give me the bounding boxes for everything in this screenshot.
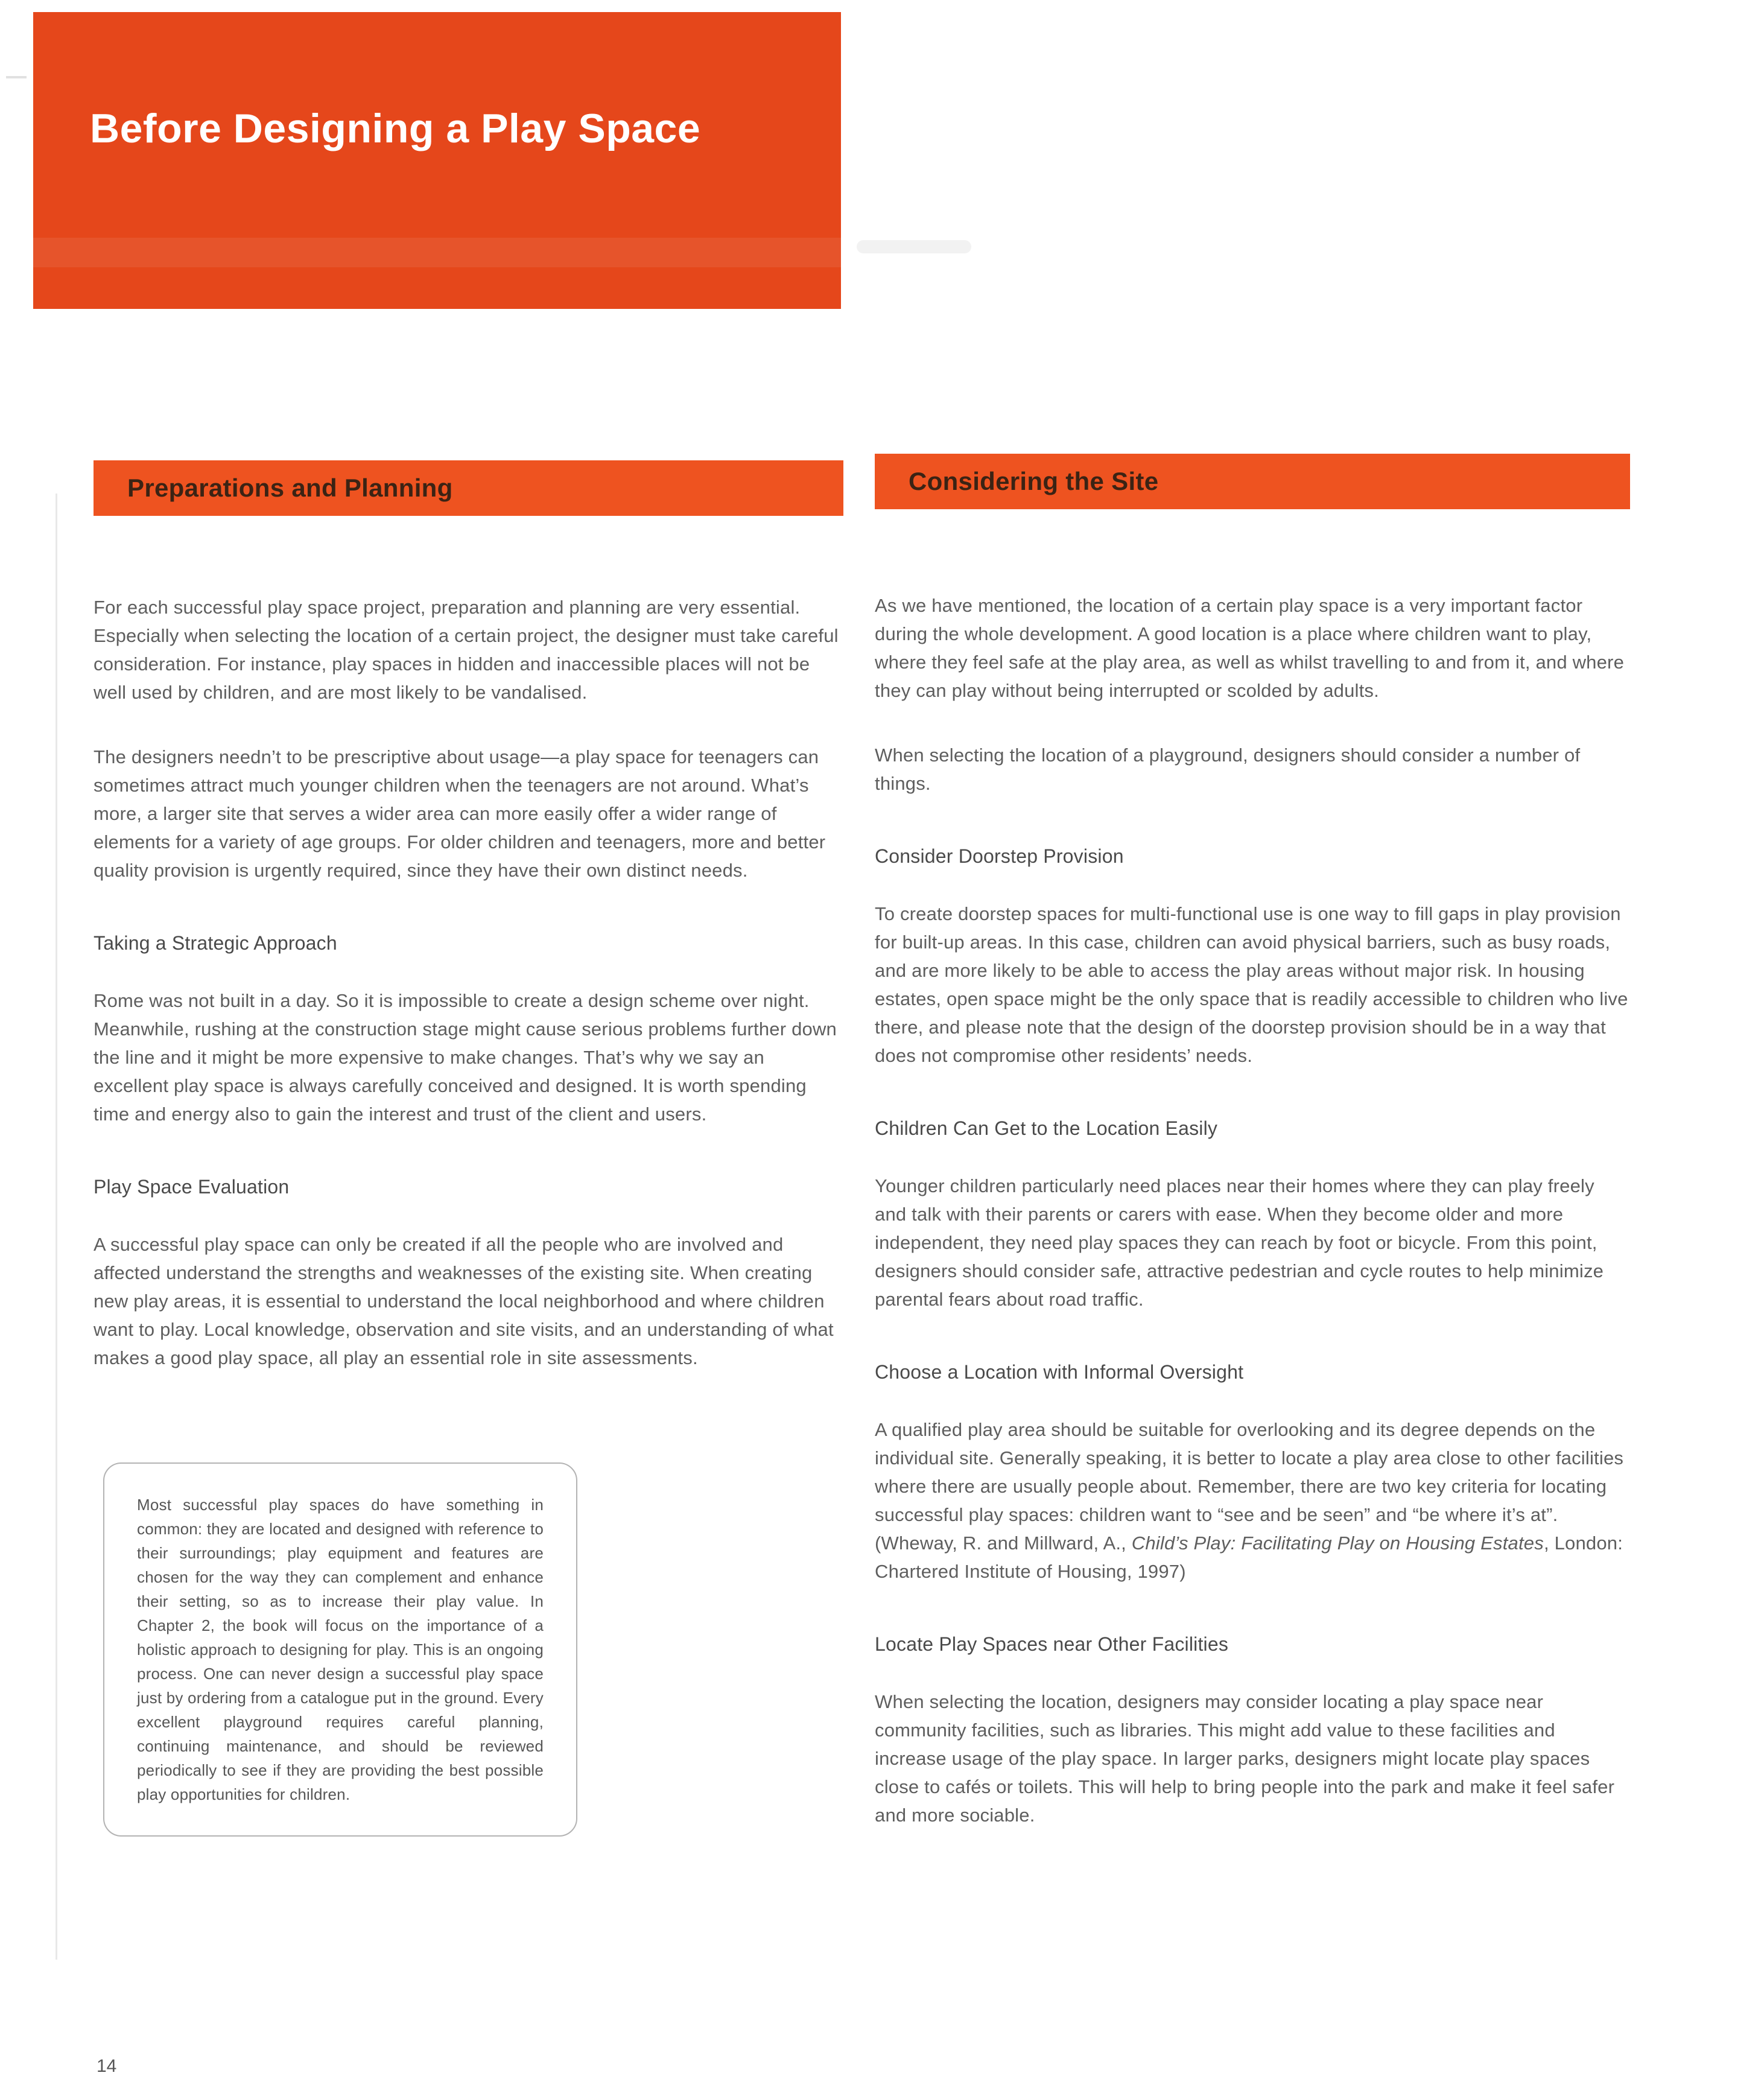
left-section-title: Preparations and Planning <box>127 474 453 502</box>
title-banner <box>33 12 841 309</box>
page-number: 14 <box>97 2056 117 2076</box>
scan-artifact-page-edge <box>56 494 57 1960</box>
right-section-bar <box>875 454 1630 509</box>
right-paragraph-2: When selecting the location of a playground, designers should consider a number of things. <box>875 745 1581 794</box>
left-paragraph-1: For each successful play space project, preparation and planning are very essential. Especially when selecting the location of a certain project, the designer must take careful consideration. For instance, play spaces in hidden and inaccessible places will not be well used by children, and are most likely to be vandalised. <box>94 597 839 703</box>
play-space-evaluation-paragraph: A successful play space can only be created if all the people who are involved and affected understand the strengths and weaknesses of the existing site. When creating new play areas, it is essential to understand the local neighborhood and where children want to play. Local knowledge, observation and site visits, and an understanding of what makes a good play space, all play an essential role in site assessments. <box>94 1234 834 1368</box>
left-section-bar <box>94 460 843 516</box>
subheading-children-get-to-location: Children Can Get to the Location Easily <box>875 1117 1218 1139</box>
strategic-approach-paragraph: Rome was not built in a day. So it is impossible to create a design scheme over night. Meanwhile, rushing at the construction stage might cause serious problems further down the line and it might be more expensive to make changes. That’s why we say an excellent play space is always carefully conceived and designed. It is worth spending time and energy also to gain the interest and trust of the client and users. <box>94 990 837 1125</box>
right-column <box>875 454 1630 1866</box>
right-paragraph-1: As we have mentioned, the location of a certain play space is a very important factor during the whole development. A good location is a place where children want to play, where they feel safe at the play area, as well as whilst travelling to and from it, and where they can play without being interrupted or scolded by adults. <box>875 595 1625 701</box>
informal-oversight-paragraph <box>875 1415 1630 1586</box>
left-column-body <box>94 593 843 1837</box>
subheading-play-space-evaluation: Play Space Evaluation <box>94 1176 290 1198</box>
left-paragraph-2: The designers needn’t to be prescriptive about usage—a play space for teenagers can sometimes attract much younger children when the teenagers are not around. What’s more, a larger site that serves a wider area can more easily offer a wider range of elements for a variety of age groups. For older children and teenagers, more and better quality provision is urgently required, since they have their own distinct needs. <box>94 746 826 881</box>
citation-book-title: Child’s Play: Facilitating Play on Housing Estates <box>1131 1532 1544 1554</box>
right-section-title: Considering the Site <box>909 467 1159 495</box>
location-easily-paragraph: Younger children particularly need places near their homes where they can play freely and talk with their parents or carers with ease. When they become older and more independent, they need play spaces they can reach by foot or bicycle. From this point, designers should consider safe, attractive pedestrian and cycle routes to help minimize parental fears about road traffic. <box>875 1175 1604 1310</box>
subheading-consider-doorstep-provision: Consider Doorstep Provision <box>875 845 1124 867</box>
subheading-informal-oversight: Choose a Location with Informal Oversight <box>875 1361 1244 1383</box>
scan-artifact-dash <box>6 76 27 78</box>
other-facilities-paragraph: When selecting the location, designers may consider locating a play space near community facilities, such as libraries. This might add value to these facilities and increase usage of the play space. In larger parks, designers might locate play spaces close to cafés or toilets. This will help to bring people into the park and make it feel safer and more sociable. <box>875 1691 1615 1826</box>
right-column-body <box>875 591 1630 1829</box>
citation-pre: A qualified play area should be suitable for overlooking and its degree depends on the individual site. Generally speaking, it is better to locate a play area close to other facilities where there are usually people about. Remember, there are two key criteria for locating successful play spaces: children want to “see and be seen” and “be where it’s at”. (Wheway, R. and Millward, A., <box>875 1419 1624 1554</box>
callout-text: Most successful play spaces do have something in common: they are located and designed with reference to their surroundings; play equipment and features are chosen for the way they can complement and enhance their setting, so as to increase their play value. In Chapter 2, the book will focus on the importance of a holistic approach to designing for play. This is an ongoing process. One can never design a successful play space just by ordering from a catalogue put in the ground. Every excellent playground requires careful planning, continuing maintenance, and should be reviewed periodically to see if they are providing the best possible play opportunities for children. <box>137 1496 544 1803</box>
doorstep-provision-paragraph: To create doorstep spaces for multi-functional use is one way to fill gaps in play provision for built-up areas. In this case, children can avoid physical barriers, such as busy roads, and are more likely to be able to access the play areas without major risk. In housing estates, open space might be the only space that is readily accessible to children who live there, and please note that the design of the doorstep provision should be in a way that does not compromise other residents’ needs. <box>875 903 1628 1066</box>
subheading-locate-near-facilities: Locate Play Spaces near Other Facilities <box>875 1633 1229 1655</box>
scan-artifact-smudge <box>857 240 971 253</box>
callout-box <box>103 1462 577 1837</box>
page-title: Before Designing a Play Space <box>90 106 701 151</box>
left-column <box>94 460 843 1837</box>
subheading-taking-a-strategic-approach: Taking a Strategic Approach <box>94 932 337 954</box>
citation-post: , London: Chartered Institute of Housing, 1997) <box>875 1532 1623 1582</box>
